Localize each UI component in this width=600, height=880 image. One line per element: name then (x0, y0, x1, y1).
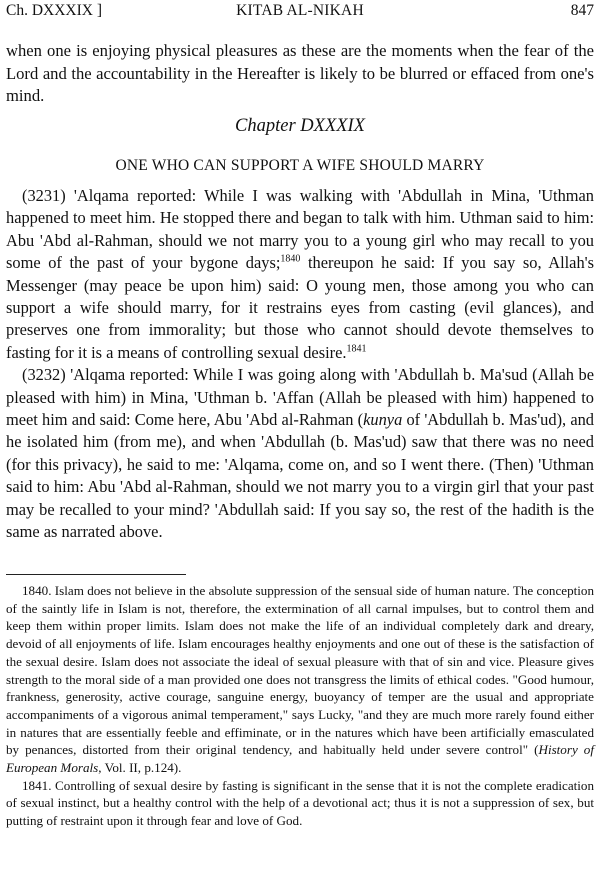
footnote-1840 (6, 582, 594, 777)
header-book-title: KITAB AL-NIKAH (236, 2, 364, 19)
footnote-1840-tail: , Vol. II, p.124). (98, 760, 182, 776)
hadith-3231-text-1: (3231) 'Alqama reported: While I was walking with 'Abdullah in Mina, 'Uthman happened to meet him. He stopped there and began to talk with him. Uthman said to him: Abu 'Abd al-Rahman, should we not marry you to a young girl who may recall to you some of the past of your bygone days; (6, 186, 594, 273)
footnote-divider (6, 574, 186, 575)
footnote-1840-citation: History of European Morals (6, 742, 594, 776)
hadith-3232-italic-term: kunya (363, 410, 403, 430)
hadith-3232-text-2: of 'Abdullah b. Mas'ud), and he isolated him (from me), and when 'Abdullah (b. Mas'ud) saw that there was no need (for this privacy), he said to me: 'Alqama, come on, and so I went there. (Then) 'Uthman said to him: Abu 'Abd al-Rahman, should we not marry you to a virgin girl that your past may be recalled to your mind? 'Abdullah said: If you say so, the rest of the hadith is the same as narrated above. (6, 410, 594, 542)
header-page-number: 847 (570, 2, 594, 19)
hadith-body (6, 185, 594, 544)
chapter-subtitle: ONE WHO CAN SUPPORT A WIFE SHOULD MARRY (115, 157, 485, 174)
footnote-ref-1840[interactable]: 1840 (280, 253, 301, 265)
hadith-3232-text-1: (3232) 'Alqama reported: While I was going along with 'Abdullah b. Ma'sud (Allah be pleased with him) in Mina, 'Uthman b. 'Affan (Allah be pleased with him) happened to meet him and said: Come here, Abu 'Abd al-Rahman ( (6, 365, 594, 430)
chapter-title: Chapter DXXXIX (235, 116, 365, 136)
footnotes-section (6, 582, 594, 830)
footnote-ref-1841[interactable]: 1841 (346, 343, 367, 355)
hadith-3232-paragraph (6, 364, 594, 543)
running-header (6, 2, 594, 24)
footnote-1841: 1841. Controlling of sexual desire by fasting is significant in the sense that it is not the complete eradication of sexual instinct, but a healthy control with the help of a devotional act; thus it is not a suppression of sex, but putting of restraint upon it through fear and love of God. (6, 777, 594, 829)
intro-paragraph: when one is enjoying physical pleasures as these are the moments when the fear of the Lord and the accountability in the Hereafter is likely to be blurred or effaced from one's mind. (6, 41, 594, 105)
header-chapter-ref: Ch. DXXXIX ] (6, 2, 103, 19)
footnote-1840-text: 1840. Islam does not believe in the absolute suppression of the sensual side of human nature. The conception of the saintly life in Islam is not, therefore, the extermination of all carnal impulses, but to control them and keep them within proper limits. Islam does not make the life of an individual completely dark and dreary, devoid of all enjoyments of life. Islam encourages healthy enjoyments and one out of these is the satisfaction of the sexual desire. Islam does not associate the ideal of sexual pleasure with that of sin and vice. Pleasure gives strength to the moral side of a man provided one does not transgress the limits of ethical codes. "Good humour, frankness, generosity, active courage, sanguine energy, buoyancy of temper are the usual and appropriate accompaniments of a vigorous animal temperament," says Lucky, "and they are much more rarely found either in natures that are essentially feeble and effiminate, or in the natures which have been artificially emasculated by penances, distorted from their original tendency, and habitually held under severe control" ( (6, 583, 594, 758)
hadith-3231-text-2: thereupon he said: If you say so, Allah's Messenger (may peace be upon him) said: O young men, those among you who can support a wife should marry, for it restrains eyes from casting (evil glances), and preserves one from immorality; but those who cannot should devote themselves to fasting for it is a means of controlling sexual desire. (6, 253, 594, 362)
hadith-3231-paragraph (6, 185, 594, 364)
